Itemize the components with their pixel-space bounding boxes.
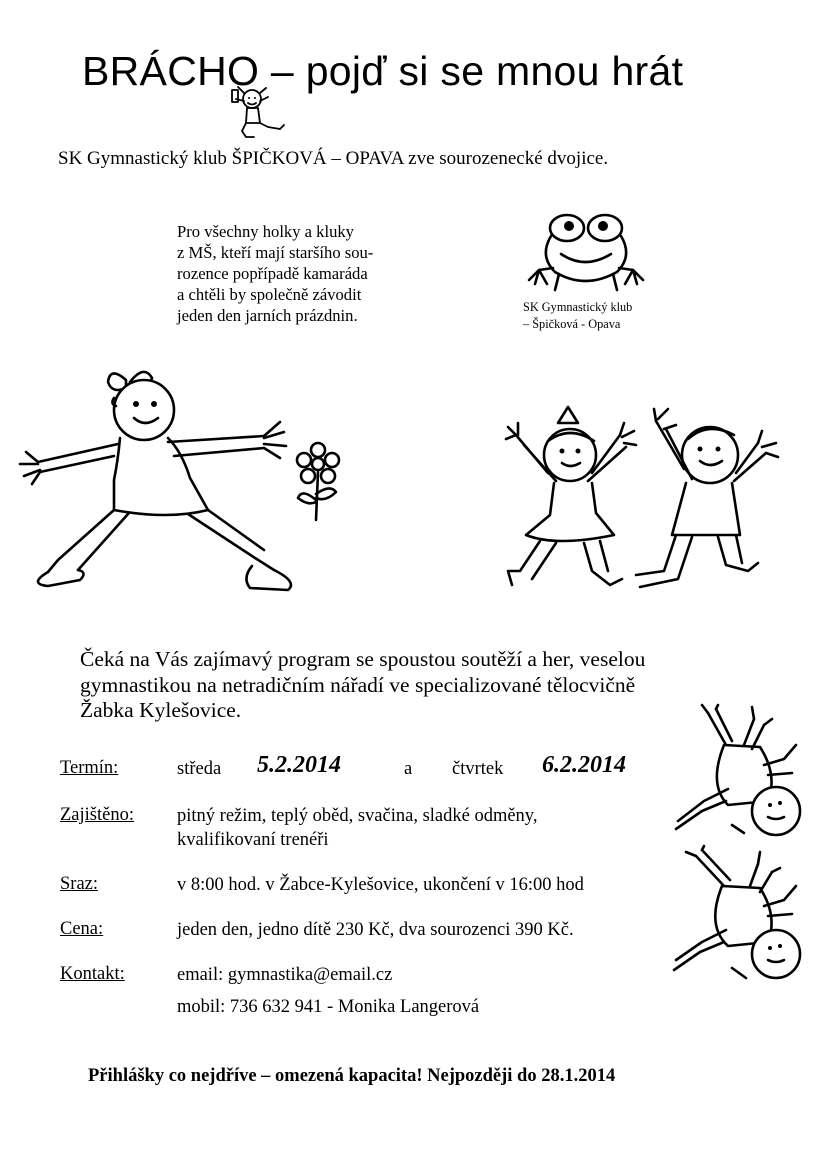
gymnast-girl-illustration — [18, 360, 348, 610]
program-line: Čeká na Vás zajímavý program se spoustou soutěží a her, veselou — [80, 647, 646, 671]
cena-value: jeden den, jedno dítě 230 Kč, dva sourozenci 390 Kč. — [177, 920, 574, 940]
registration-deadline: Přihlášky co nejdříve – omezená kapacita! Nejpozději do 28.1.2014 — [88, 1066, 616, 1086]
page-title: BRÁCHO – pojď si se mnou hrát — [82, 48, 684, 94]
tumbling-kid-illustration — [668, 705, 808, 850]
intro-text — [177, 221, 427, 326]
subtitle: SK Gymnastický klub ŠPIČKOVÁ – OPAVA zve sourozenecké dvojice. — [58, 148, 609, 169]
zajisteno-label: Zajištěno: — [60, 805, 134, 825]
frog-logo-icon — [525, 210, 645, 300]
jumping-kids-illustration — [496, 395, 786, 605]
termin-conj: a — [404, 759, 413, 779]
termin-day2: čtvrtek — [452, 759, 504, 779]
logo-caption — [523, 299, 632, 333]
sraz-value: v 8:00 hod. v Žabce-Kylešovice, ukončení v 16:00 hod — [177, 875, 584, 895]
termin-label: Termín: — [60, 758, 119, 778]
kontakt-label: Kontakt: — [60, 964, 125, 984]
zajisteno-line: pitný režim, teplý oběd, svačina, sladké odměny, — [177, 806, 538, 826]
termin-day1: středa — [177, 759, 222, 779]
sraz-label: Sraz: — [60, 874, 99, 894]
cena-label: Cena: — [60, 919, 104, 939]
tumbling-kid-illustration — [668, 850, 808, 995]
intro-line: a chtěli by společně závodit — [177, 285, 362, 304]
program-line: Žabka Kylešovice. — [80, 698, 242, 722]
kontakt-mobil: mobil: 736 632 941 - Monika Langerová — [177, 997, 480, 1017]
intro-line: jeden den jarních prázdnin. — [177, 306, 358, 325]
termin-date2: 6.2.2014 — [542, 752, 626, 778]
intro-line: rozence popřípadě kamaráda — [177, 264, 368, 283]
intro-line: z MŠ, kteří mají staršího sou- — [177, 243, 374, 262]
termin-date1: 5.2.2014 — [257, 752, 341, 778]
program-line: gymnastikou na netradičním nářadí ve specializované tělocvičně — [80, 672, 636, 697]
zajisteno-line: kvalifikovaní trenéři — [177, 830, 329, 850]
kontakt-email: email: gymnastika@email.cz — [177, 965, 393, 985]
small-child-illustration — [226, 85, 296, 145]
logo-line: SK Gymnastický klub — [523, 300, 633, 314]
logo-line: – Špičková - Opava — [523, 317, 621, 331]
intro-line: Pro všechny holky a kluky — [177, 222, 354, 241]
